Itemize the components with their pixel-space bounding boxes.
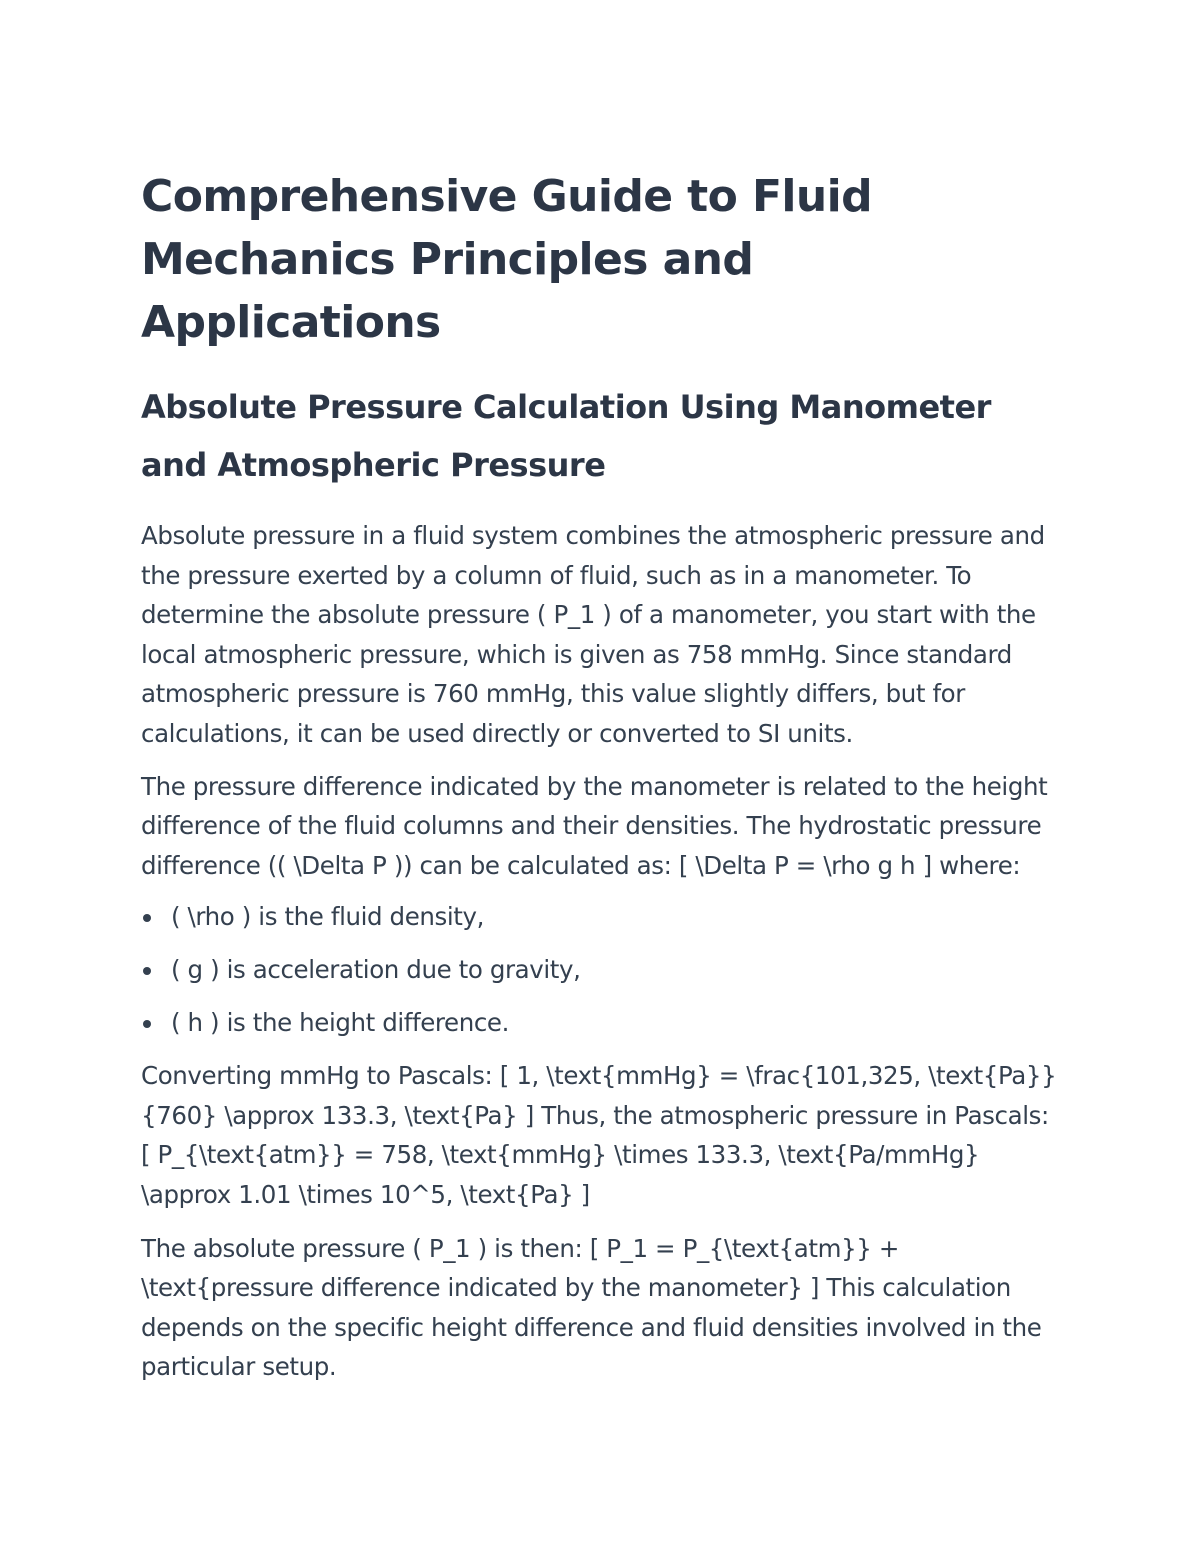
document-page: [141, 165, 1061, 1387]
list-item: [141, 950, 1061, 990]
list-item-text: ( h ) is the height difference.: [171, 1008, 509, 1038]
list-item-text: ( g ) is acceleration due to gravity,: [171, 955, 581, 985]
bullet-icon: [143, 967, 151, 975]
paragraph-unit-conversion: Converting mmHg to Pascals: [ 1, \text{mmHg} = \frac{101,325, \text{Pa}}{760} \approx 133.3, \text{Pa} ] Thus, the atmospheric pressure in Pascals: [ P_{\text{atm}} = 758, \text{mmHg} \times 133.3, \text{Pa/mmHg} \approx 1.01 \times 10^5, \text{Pa} ]: [141, 1061, 1057, 1210]
list-item-text: ( \rho ) is the fluid density,: [171, 902, 484, 932]
bullet-icon: [143, 1020, 151, 1028]
section-heading: Absolute Pressure Calculation Using Manometer and Atmospheric Pressure: [141, 388, 991, 484]
bullet-icon: [143, 914, 151, 922]
paragraph-pressure-difference: The pressure difference indicated by the manometer is related to the height difference of the fluid columns and their densities. The hydrostatic pressure difference (( \Delta P )) can be calculated as: [ \Delta P = \rho g h ] where:: [141, 771, 1048, 880]
list-item: [141, 1003, 1061, 1043]
list-item: [141, 897, 1061, 937]
paragraph-absolute-pressure-intro: Absolute pressure in a fluid system combines the atmospheric pressure and the pressure exerted by a column of fluid, such as in a manometer. To determine the absolute pressure ( P_1 ) of a manometer, you start with the local atmospheric pressure, which is given as 758 mmHg. Since standard atmospheric pressure is 760 mmHg, this value slightly differs, but for calculations, it can be used directly or converted to SI units.: [141, 521, 1045, 748]
variable-definition-list: [141, 897, 1061, 1043]
paragraph-absolute-pressure-result: The absolute pressure ( P_1 ) is then: [ P_1 = P_{\text{atm}} + \text{pressure difference indicated by the manometer} ] This calculation depends on the specific height difference and fluid densities involved in the particular setup.: [141, 1233, 1042, 1382]
document-title: Comprehensive Guide to Fluid Mechanics Principles and Applications: [141, 171, 873, 348]
